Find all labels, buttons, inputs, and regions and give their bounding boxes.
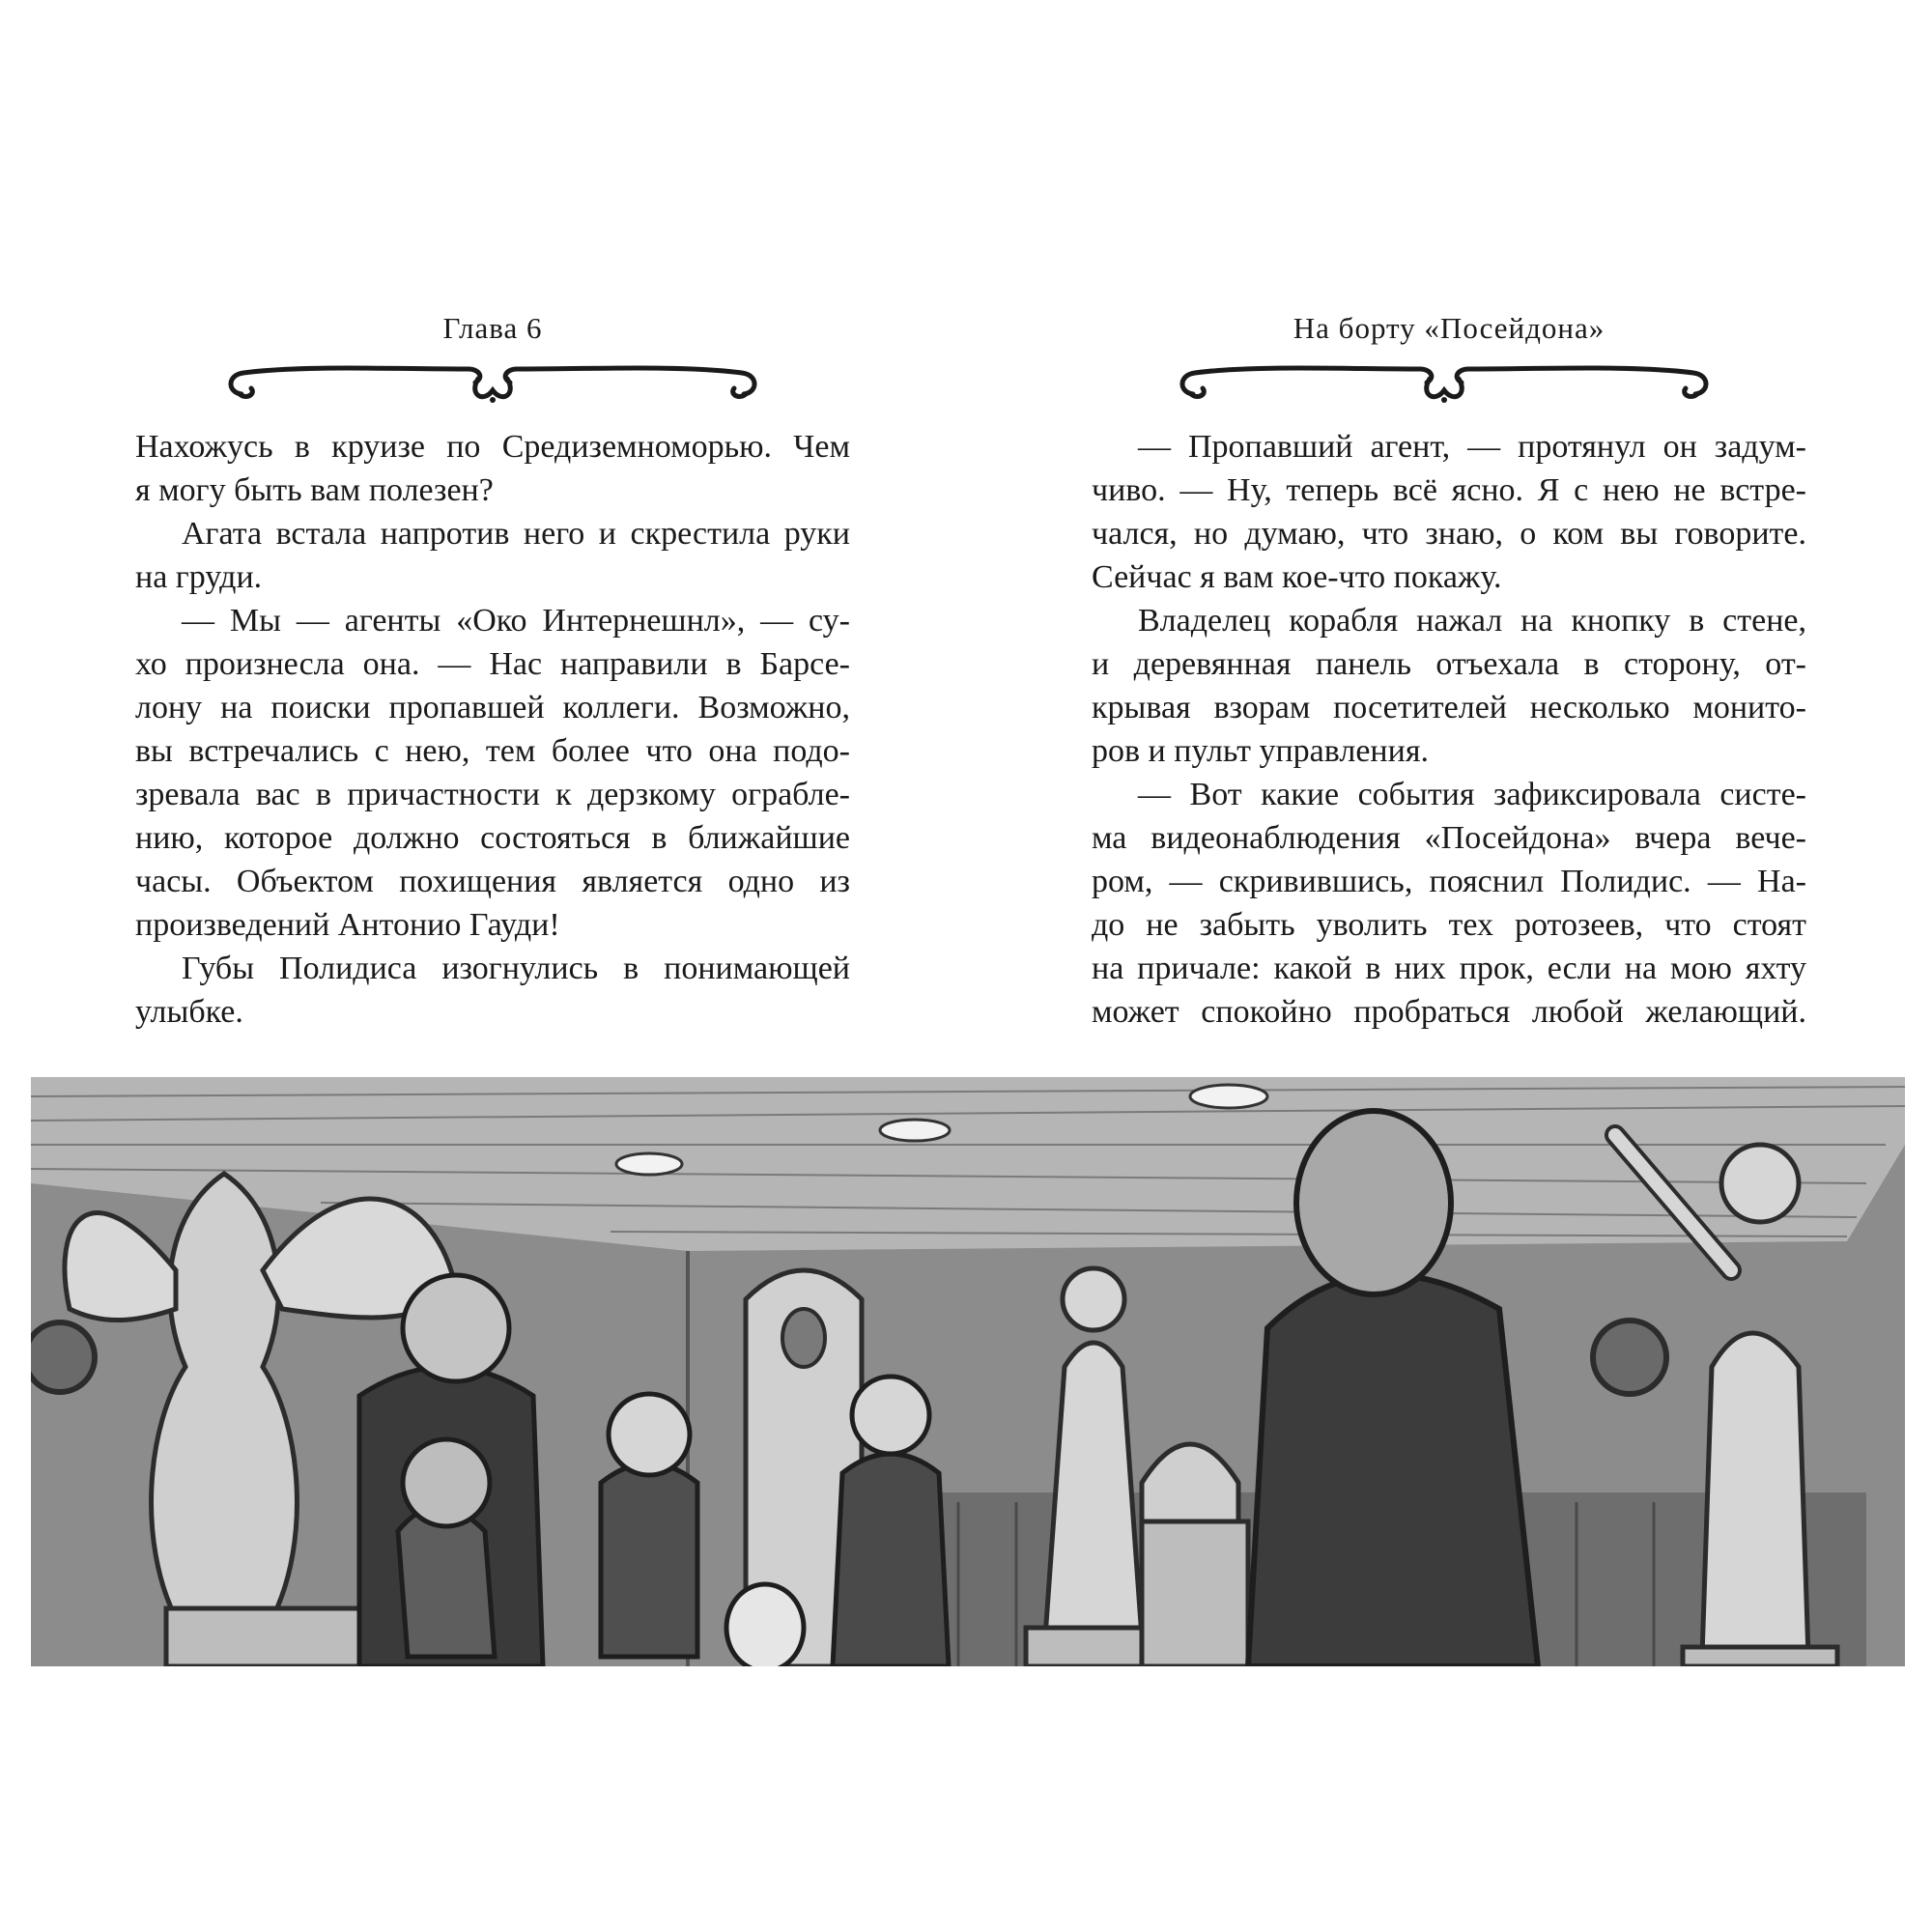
text-line: — Мы — агенты «Око Интернешнл», — су- [182, 603, 850, 639]
text-line: я могу быть вам полезен? [135, 472, 494, 508]
text-line: до не забыть уволить тех ротозеев, что стоят [1092, 907, 1806, 943]
text-line: Губы Полидиса изогнулись в понимающей [182, 951, 850, 986]
left-page-body [135, 425, 850, 1034]
illustration-gallery-scene [31, 1077, 1905, 1666]
text-line: — Пропавший агент, — протянул он задум- [1138, 429, 1806, 465]
text-line: произведений Антонио Гауди! [135, 907, 560, 943]
text-line: часы. Объектом похищения является одно из [135, 864, 850, 899]
warrior-statue [1702, 1333, 1808, 1657]
text-line: зревала вас в причастности к дерзкому ограбле- [135, 777, 850, 812]
right-page [1092, 0, 1806, 1063]
right-page-body [1092, 425, 1806, 1034]
text-line: на груди. [135, 559, 263, 595]
text-line: на причале: какой в них прок, если на мою яхту [1092, 951, 1806, 986]
text-line: Владелец корабля нажал на кнопку в стене, [1138, 603, 1806, 639]
running-head-title: На борту «Посейдона» [1293, 311, 1605, 345]
text-line: может спокойно пробраться любой желающий. [1092, 994, 1806, 1030]
warrior-bust [1142, 1444, 1238, 1521]
text-line: улыбке. [135, 994, 243, 1030]
text-line: и деревянная панель отъехала в сторону, от- [1092, 646, 1806, 682]
text-line: чался, но думаю, что знаю, о ком вы говорите. [1092, 516, 1806, 552]
text-line: нию, которое должно состояться в ближайшие [135, 820, 850, 856]
illustration-drawing [31, 1077, 1905, 1666]
running-head-chapter: Глава 6 [442, 311, 543, 345]
winged-statue [152, 1174, 298, 1618]
decorative-flourish-icon [1174, 355, 1715, 408]
draped-statue [1045, 1343, 1142, 1637]
ship-owner-figure [1248, 1274, 1538, 1666]
text-line: Нахожусь в круизе по Средиземноморью. Чем [135, 429, 850, 465]
text-line: лону на поиски пропавшей коллеги. Возможно, [135, 690, 850, 725]
text-line: — Вот какие события зафиксировала систе- [1138, 777, 1806, 812]
text-line: ров и пульт управления. [1092, 733, 1429, 769]
left-page [135, 0, 850, 1063]
text-line: Сейчас я вам кое-что покажу. [1092, 559, 1502, 595]
text-line: хо произнесла она. — Нас направили в Барсе- [135, 646, 850, 682]
text-line: крывая взорам посетителей несколько монито- [1092, 690, 1806, 725]
decorative-flourish-icon [222, 355, 763, 408]
text-line: чиво. — Ну, теперь всё ясно. Я с нею не встре- [1092, 472, 1806, 508]
text-line: ром, — скривившись, пояснил Полидис. — На- [1092, 864, 1806, 899]
text-line: Агата встала напротив него и скрестила руки [182, 516, 850, 552]
text-line: ма видеонаблюдения «Посейдона» вчера вече- [1092, 820, 1806, 856]
text-line: вы встречались с нею, тем более что она подо- [135, 733, 850, 769]
